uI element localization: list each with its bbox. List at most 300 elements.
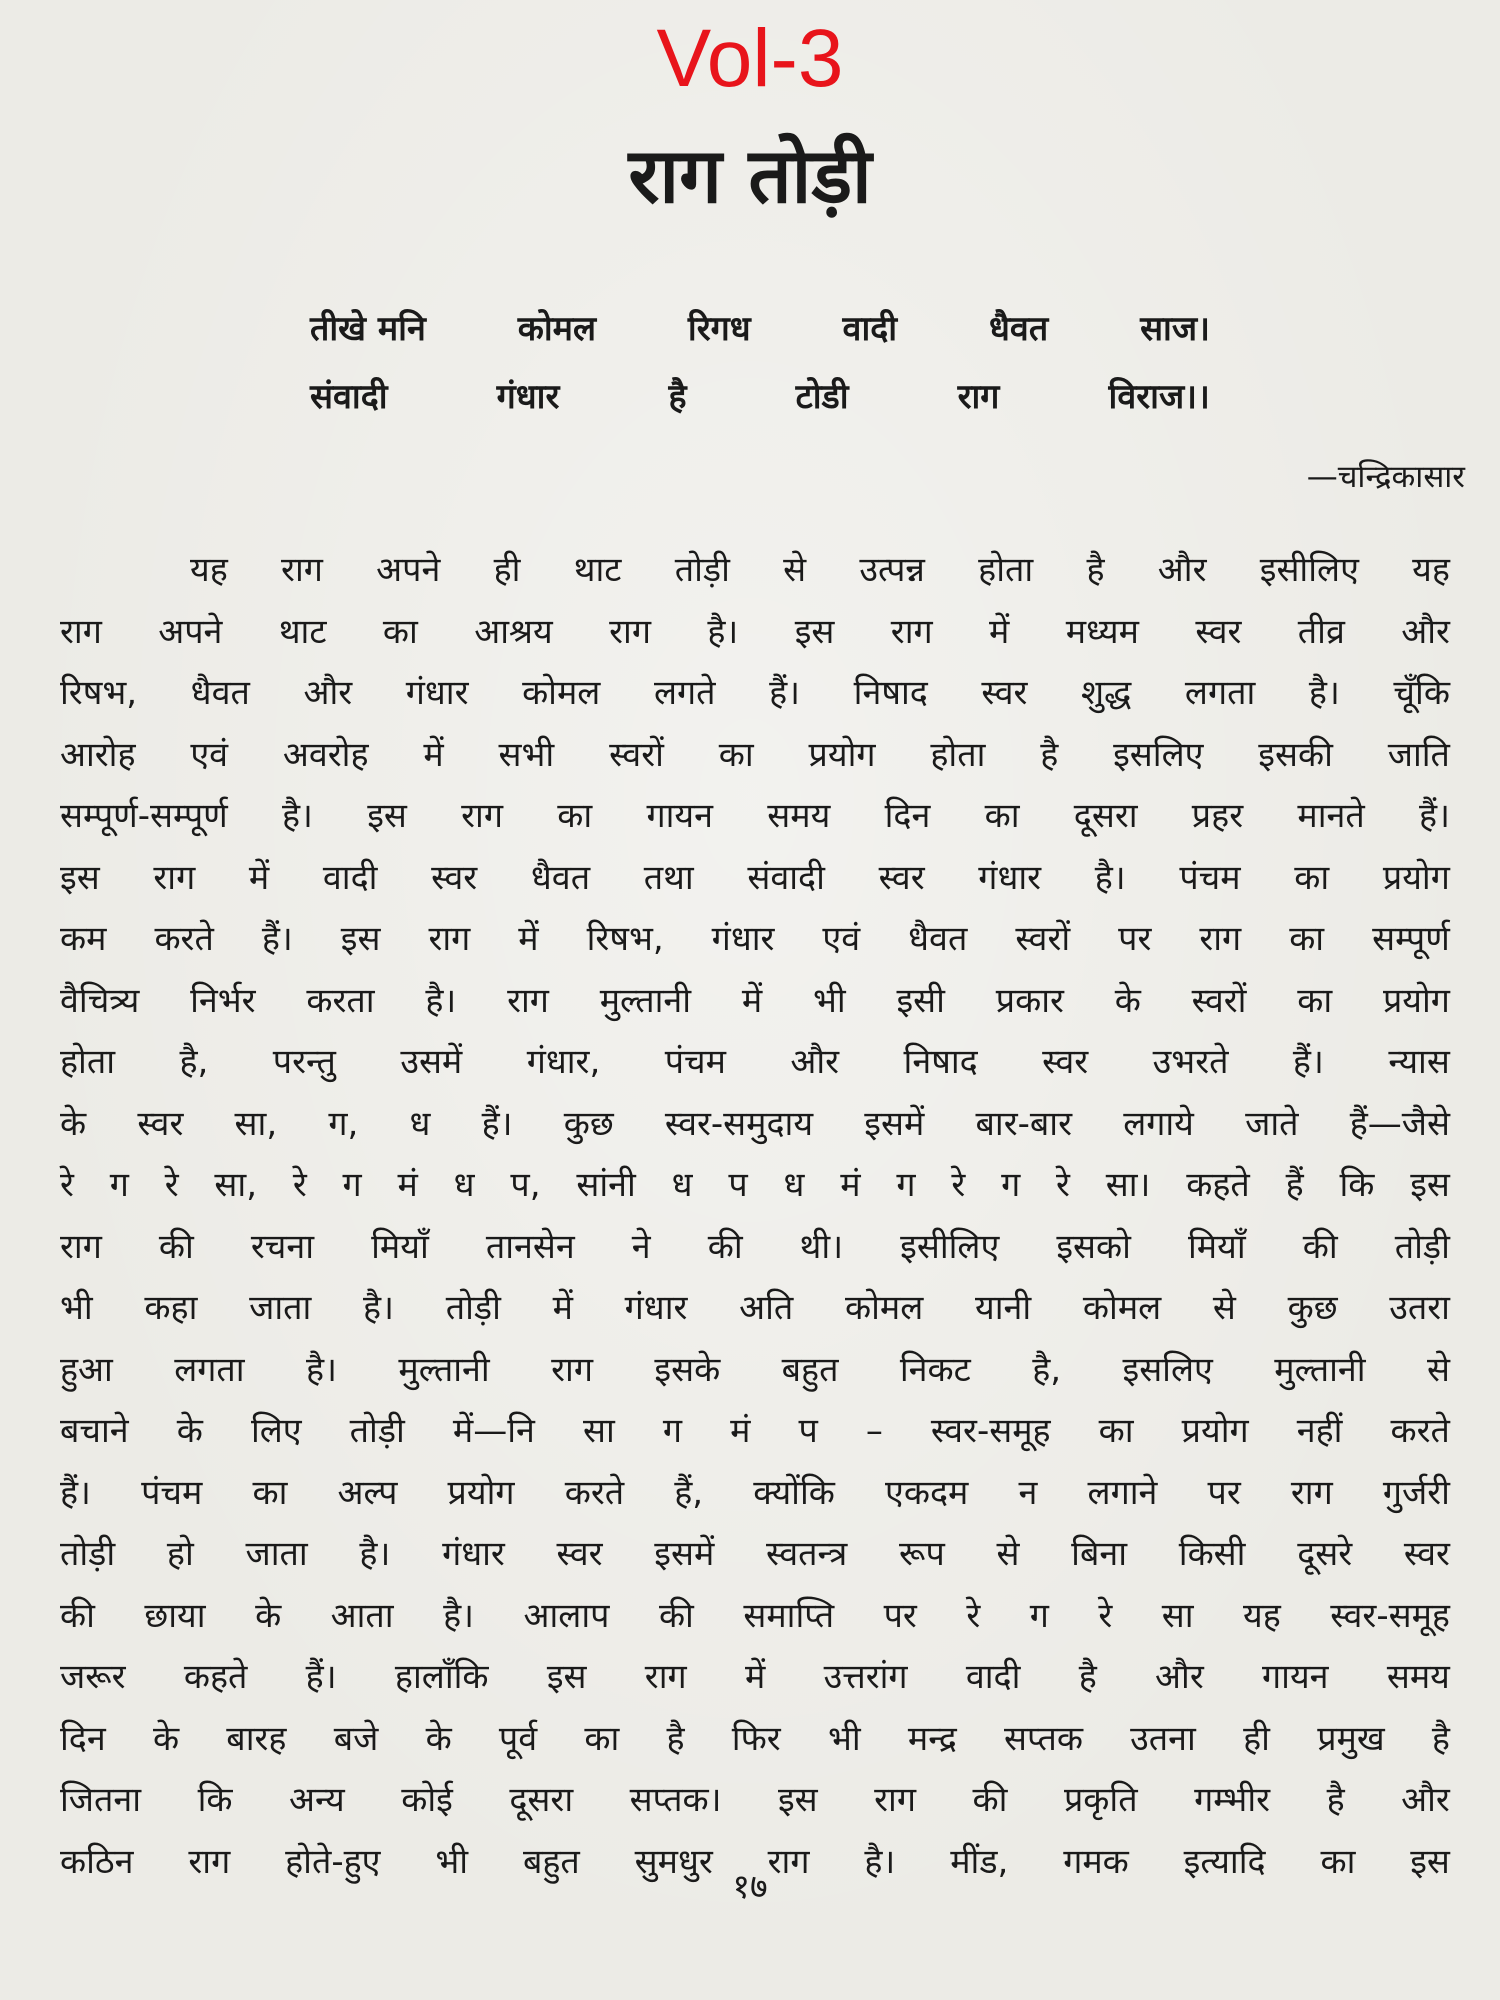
word: और [1157,550,1207,590]
word: पूर्व [498,1718,538,1759]
body-paragraph [60,540,1450,1893]
word: का [718,734,754,775]
word: में [741,980,763,1021]
word: भी [435,1841,469,1882]
word: है। [1094,857,1126,898]
word: क्योंकि [753,1472,835,1513]
word: की [60,1595,95,1636]
word: इसलिए [1113,734,1204,775]
text-line [60,1340,1450,1402]
word: सप्तक [1004,1718,1083,1759]
text-line [60,971,1450,1033]
word: होता [978,550,1034,590]
word: उतना [1130,1718,1196,1759]
word: राग [60,1226,102,1267]
word: गायन [1262,1657,1329,1697]
word: है। [864,1841,896,1882]
text-line [60,1524,1450,1586]
word: से [783,550,807,590]
word: हैं। [481,1103,513,1144]
word: करते [1390,1411,1450,1451]
word: में [518,919,539,959]
word: इस [794,611,835,652]
word: कठिन [60,1841,134,1882]
word: का [252,1472,288,1513]
word: अवरोह [282,734,369,775]
word: कोमल [1082,1288,1162,1328]
word: समय [1386,1657,1450,1697]
couplet-word: साज। [1140,309,1210,349]
word: तोड़ी [1394,1226,1450,1267]
word: प्रकृति [1063,1780,1138,1820]
word: मं [840,1165,861,1205]
word: उतरा [1389,1288,1450,1328]
word: गंधार, [526,1042,601,1082]
word: पर [1118,919,1152,959]
word: छाया [144,1595,206,1636]
word: यह [1243,1595,1281,1636]
text-line [60,786,1450,848]
word: हैं। [1292,1042,1324,1082]
word: स्वर [1195,611,1242,652]
word: कहते [1186,1165,1250,1205]
text-line [60,848,1450,910]
word: बार-बार [975,1103,1072,1144]
word: में [552,1288,573,1328]
word: आता [330,1595,394,1636]
word: तोड़ी [60,1534,116,1574]
word: परन्तु [272,1042,336,1082]
word: यह [1412,550,1450,590]
word: मं [730,1411,751,1451]
word: के [60,1103,87,1144]
couplet-line-2 [310,363,1210,431]
word: हुआ [60,1349,113,1390]
word: मुल्तानी [398,1349,490,1390]
word: राग [767,1841,810,1882]
word: का [1294,857,1330,898]
couplet-word: गंधार [496,377,560,417]
word: प्रयोग [1382,980,1450,1021]
word: गायन [646,796,714,836]
word: इस [546,1657,587,1697]
word: रचना [250,1226,315,1267]
word: ग, [328,1103,359,1144]
word: जाते [1245,1103,1299,1144]
word: लगते [653,673,716,713]
word: स्वर [137,1103,184,1144]
couplet [310,295,1210,431]
word: कम [60,919,107,959]
couplet-line-1 [310,295,1210,363]
word: मींड, [950,1841,1009,1882]
word: ग [1001,1165,1021,1205]
word: से [1427,1349,1450,1390]
word: सम्पूर्ण [1372,919,1450,959]
text-line [60,1401,1450,1463]
word: जरूर [60,1657,126,1697]
word: स्वरों [1015,919,1071,959]
word: हैं। [769,673,801,713]
word: और [1401,1780,1450,1820]
word: राग [153,857,196,898]
word: प्रयोग [1382,857,1450,898]
word: कहा [144,1288,198,1328]
text-line [60,1094,1450,1156]
word: ग [662,1411,683,1451]
word: प, [510,1165,541,1205]
word: गंधार [978,857,1042,898]
word: तानसेन [485,1226,575,1267]
word: गंधार [405,673,469,713]
word: इसमें [864,1103,925,1144]
word: निषाद [903,1042,978,1082]
text-line [60,1586,1450,1648]
word: थी। [799,1226,844,1267]
word: इसके [654,1349,721,1390]
word: भी [60,1288,93,1328]
word: का [984,796,1020,836]
word: करते [564,1472,625,1513]
word: का [1297,980,1333,1021]
text-line [60,1032,1450,1094]
word: दिन [60,1718,106,1759]
word: है [1431,1718,1450,1759]
word: निर्भर [190,980,256,1021]
word: शुद्ध [1081,673,1132,713]
word: राग [461,796,504,836]
text-line [60,1647,1450,1709]
word: यह [190,550,228,590]
word: का [557,796,593,836]
text-line [60,1463,1450,1525]
word: उभरते [1152,1042,1229,1082]
word: गंधार [711,919,775,959]
word: इस [60,857,100,898]
word: जाति [1387,734,1450,775]
word: कहते [183,1657,248,1697]
word: राग [1199,919,1242,959]
word: सभी [498,734,555,775]
word: की [158,1226,194,1267]
word: इस [340,919,381,959]
word: रिषभ, [60,673,138,713]
word: हैं। [1419,796,1450,836]
word: अपने [158,611,223,652]
word: चूँकि [1393,673,1450,713]
word: राग [890,611,933,652]
word: तथा [643,857,694,898]
word: हैं—जैसे [1349,1103,1450,1144]
word: है [1040,734,1059,775]
word: आरोह [60,734,136,775]
word: की [658,1595,694,1636]
word: ग [109,1165,129,1205]
word: हैं। [60,1472,91,1513]
word: रे [951,1165,966,1205]
word: राग [551,1349,593,1390]
word: अति [739,1288,794,1328]
word: जाता [245,1534,308,1574]
word: ने [631,1226,651,1267]
word: और [303,673,353,713]
word: प्रयोग [1181,1411,1249,1451]
couplet-word: वादी [842,309,898,349]
word: वैचित्र्य [60,980,140,1021]
word: का [1320,1841,1356,1882]
word: स्वतन्त्र [766,1534,848,1574]
word: राग [188,1841,231,1882]
word: होता [60,1042,116,1082]
word: ही [1243,1718,1270,1759]
word: – [865,1411,883,1451]
word: सा [1161,1595,1194,1636]
word: है, [1032,1349,1062,1390]
couplet-word: रिगध [687,309,751,349]
word: कि [197,1780,233,1820]
word: दूसरा [509,1780,574,1820]
word: बचाने [60,1411,129,1451]
word: प्रमुख [1317,1718,1385,1759]
word: धैवत [908,919,968,959]
word: तीव्र [1297,611,1345,652]
word: इसकी [1258,734,1333,775]
page-title: राग तोड़ी [628,131,872,220]
word: कुछ [563,1103,614,1144]
word: है। [707,611,739,652]
word: एकदम [885,1472,969,1513]
word: मं [397,1165,418,1205]
word: स्वरों [1191,980,1247,1021]
word: ध [671,1165,693,1205]
word: बारह [226,1718,287,1759]
word: सम्पूर्ण-सम्पूर्ण [60,796,228,836]
word: मुल्तानी [599,980,692,1021]
word: आलाप [523,1595,610,1636]
word: का [1098,1411,1134,1451]
word: सांनी [576,1165,636,1205]
word: सप्तक। [629,1780,722,1820]
text-line [60,725,1450,787]
word: में [744,1657,766,1697]
word: ग [1029,1595,1049,1636]
word: पर [883,1595,917,1636]
word: पंचम [141,1472,203,1513]
word: लगाने [1087,1472,1158,1513]
word: स्वर [878,857,925,898]
word: रिषभ, [586,919,664,959]
word: बिना [1071,1534,1128,1574]
word: है। [425,980,457,1021]
word: बहुत [781,1349,839,1390]
word: के [1114,980,1141,1021]
word: स्वरों [609,734,664,775]
word: आश्रय [474,611,553,652]
word: स्वर [431,857,478,898]
word: इसलिए [1122,1349,1213,1390]
text-line [60,602,1450,664]
word: स्वर-समूह [930,1411,1051,1451]
word: उत्तरांग [823,1657,908,1697]
word: है। [306,1349,337,1390]
word: मानते [1297,796,1365,836]
word: हैं। [305,1657,337,1697]
word: के [152,1718,180,1759]
word: दूसरे [1297,1534,1353,1574]
word: मन्द्र [907,1718,957,1759]
word: इस [1410,1165,1450,1205]
couplet-word: टोडी [795,377,849,417]
word: भी [812,980,846,1021]
word: लगता [1184,673,1256,713]
word: राग [281,550,323,590]
word: अपने [376,550,441,590]
word: कोई [401,1780,453,1820]
word: फिर [731,1718,781,1759]
text-line [60,1155,1450,1217]
word: मियाँ [371,1226,429,1267]
word: बहुत [522,1841,580,1882]
text-line [60,909,1450,971]
word: तोड़ी [445,1288,501,1328]
word: एवं [190,734,229,775]
word: पंचम [1179,857,1241,898]
word: प [798,1411,818,1451]
word: रे [966,1595,981,1636]
word: है। [1308,673,1340,713]
word: मियाँ [1188,1226,1246,1267]
word: का [382,611,418,652]
word: रे [1056,1165,1070,1205]
couplet-word: धैवत [989,309,1049,349]
word: निकट [899,1349,971,1390]
word: रे [292,1165,307,1205]
word: इसको [1056,1226,1131,1267]
couplet-word: है [668,377,687,417]
word: अन्य [289,1780,345,1820]
word: ध [409,1103,431,1144]
word: है, [179,1042,209,1082]
word: निषाद [853,673,928,713]
word: सुमधुर [634,1841,713,1882]
word: सा [583,1411,615,1451]
volume-label: Vol-3 [656,13,844,104]
word: प्रयोग [447,1472,515,1513]
word: इस [777,1780,818,1820]
word: है [1326,1780,1345,1820]
word: इत्यादि [1183,1841,1266,1882]
word: मध्यम [1065,611,1139,652]
word: मुल्तानी [1274,1349,1366,1390]
word: न्यास [1388,1042,1450,1082]
word: गमक [1063,1841,1129,1882]
word: उत्पन्न [859,550,925,590]
word: स्वर [1403,1534,1450,1574]
word: से [1212,1288,1236,1328]
couplet-attribution: —चन्द्रिकासार [1306,459,1465,495]
word: स्वर-समूह [1330,1595,1450,1636]
word: होते-हुए [285,1841,381,1882]
word: कुछ [1287,1288,1338,1328]
word: सा। [1105,1165,1151,1205]
word: नहीं [1296,1411,1343,1451]
text-line [60,1770,1450,1832]
word: ध [783,1165,805,1205]
word: हैं। [261,919,293,959]
word: और [1155,1657,1204,1697]
word: ग [342,1165,362,1205]
word: राग [644,1657,687,1697]
text-line [60,1709,1450,1771]
word: एवं [822,919,861,959]
word: ही [493,550,521,590]
word: इसीलिए [900,1226,1000,1267]
word: संवादी [747,857,825,898]
word: समाप्ति [743,1595,835,1636]
word: यानी [975,1288,1032,1328]
word: तोड़ी [674,550,730,590]
text-line [60,1217,1450,1279]
word: कोमल [844,1288,924,1328]
word: की [707,1226,743,1267]
word: करते [154,919,214,959]
word: है [1086,550,1105,590]
word: और [790,1042,840,1082]
word: का [1289,919,1325,959]
text-line [60,1278,1450,1340]
couplet-word: संवादी [310,377,388,417]
word: राग [609,611,651,652]
word: वादी [322,857,378,898]
word: थाट [573,550,622,590]
word: रे [164,1165,179,1205]
word: थाट [278,611,327,652]
word: स्वर [981,673,1028,713]
word: दिन [884,796,931,836]
word: में [248,857,270,898]
word: प [728,1165,748,1205]
word: हो [166,1534,194,1574]
word: है [666,1718,685,1759]
word: दूसरा [1073,796,1138,836]
word: जाता [249,1288,312,1328]
word: राग [428,919,471,959]
word: रे [1098,1595,1113,1636]
word: के [176,1411,203,1451]
word: स्वर [1042,1042,1089,1082]
word: अल्प [337,1472,398,1513]
word: प्रहर [1191,796,1244,836]
word: राग [874,1780,917,1820]
word: इस [1410,1841,1450,1882]
word: लगता [174,1349,245,1390]
word: हैं, [674,1472,704,1513]
word: और [1401,611,1450,652]
couplet-word: तीखे मनि [310,309,426,349]
couplet-word: राग [957,377,1000,417]
word: रे [60,1165,74,1205]
page-number: १७ [732,1867,768,1907]
word: के [255,1595,282,1636]
word: गंधार [442,1534,505,1574]
word: बजे [333,1718,379,1759]
couplet-word: विराज।। [1108,377,1210,417]
word: है [1078,1657,1097,1697]
word: का [584,1718,620,1759]
word: सा, [214,1165,258,1205]
word: से [996,1534,1020,1574]
word: है। [363,1288,394,1328]
